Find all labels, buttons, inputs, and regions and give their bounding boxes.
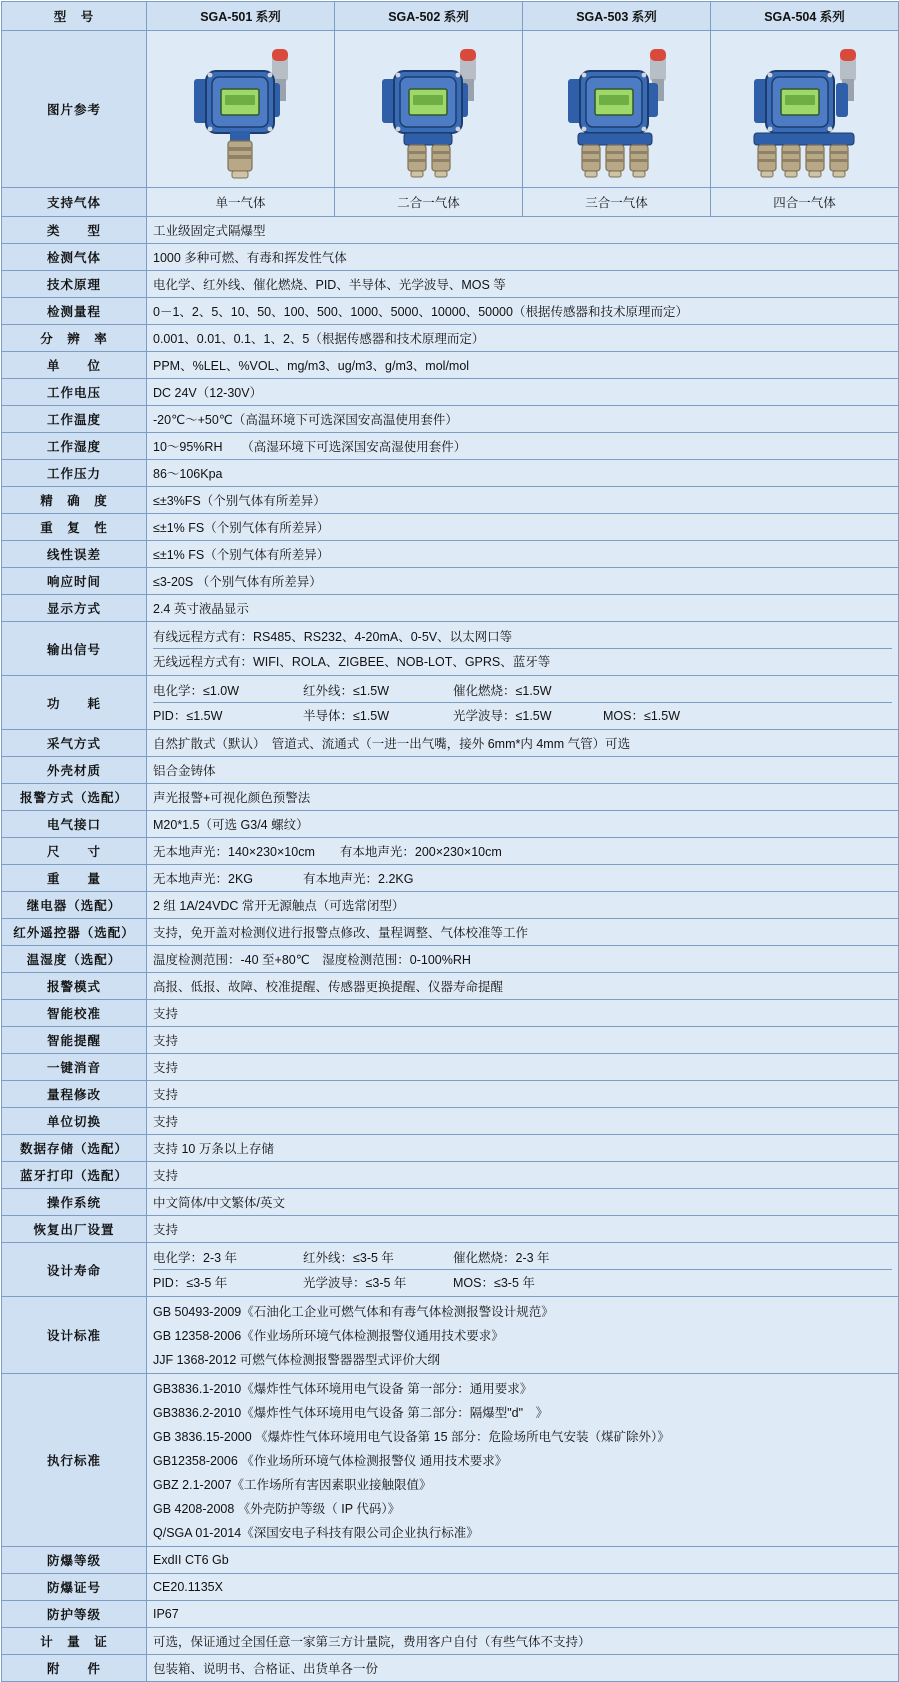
row-label-size: 尺 寸 [2,838,147,865]
spec-sheet [0,1,899,1676]
life-pid-value: ≤3-5 年 [186,1276,228,1290]
row-label-shell-material: 外壳材质 [2,757,147,784]
row-label-linearity: 线性误差 [2,541,147,568]
table-row-voltage [2,379,899,406]
table-row-response-time [2,568,899,595]
table-row-electrical-interface [2,811,899,838]
row-value-smart-calibration: 支持 [147,1000,899,1027]
table-row-shell-material [2,757,899,784]
table-row-tech-principle [2,271,899,298]
power-owg-value: ≤1.5W [515,709,552,723]
power-mos-label: MOS： [603,709,644,723]
row-label-alarm-type: 报警方式（选配） [2,784,147,811]
row-value-accessories: 包装箱、说明书、合格证、出货单各一份 [147,1655,899,1682]
power-cat-label: 催化燃烧： [453,684,516,698]
design-standard-item: GB 12358-2006《作业场所环境气体检测报警仪通用技术要求》 [153,1329,504,1343]
row-label-weight: 重 量 [2,865,147,892]
row-label-ir-remote: 红外遥控器（选配） [2,919,147,946]
power-owg-label: 光学波导： [453,709,516,723]
gas-501: 单一气体 [147,188,335,217]
row-label-relay: 继电器（选配） [2,892,147,919]
power-pid-value: ≤1.5W [186,709,223,723]
row-label-design-standard: 设计标准 [2,1297,147,1374]
row-label-power: 功 耗 [2,676,147,730]
device-image-503 [523,31,711,188]
gas-502: 二合一气体 [335,188,523,217]
power-ec-value: ≤1.0W [203,684,240,698]
row-label-range-modify: 量程修改 [2,1081,147,1108]
power-semi-value: ≤1.5W [353,709,390,723]
row-label-os: 操作系统 [2,1189,147,1216]
table-row-ex-cert [2,1574,899,1601]
table-row-work-humidity [2,433,899,460]
table-row-ir-remote [2,919,899,946]
table-row-accessories [2,1655,899,1682]
row-value-alarm-type: 声光报警+可视化颜色预警法 [147,784,899,811]
row-label-display: 显示方式 [2,595,147,622]
table-row-detect-gas [2,244,899,271]
row-value-ex-cert: CE20.1135X [147,1574,899,1601]
table-row-factory-reset [2,1216,899,1243]
row-value-temp-humidity: 温度检测范围：-40 至+80℃ 湿度检测范围：0-100%RH [147,946,899,973]
power-ir-value: ≤1.5W [353,684,390,698]
table-row-os [2,1189,899,1216]
row-value-ip-grade: IP67 [147,1601,899,1628]
table-row-ip-grade [2,1601,899,1628]
row-value-alarm-mode: 高报、低报、故障、校准提醒、传感器更换提醒、仪器寿命提醒 [147,973,899,1000]
row-value-linearity: ≤±1% FS（个别气体有所差异） [147,541,899,568]
row-label-range: 检测量程 [2,298,147,325]
model-502: SGA-502 系列 [335,2,523,31]
row-label-mute: 一键消音 [2,1054,147,1081]
row-value-ex-grade: ExdII CT6 Gb [147,1547,899,1574]
device-image-501 [147,31,335,188]
device-image-504 [711,31,899,188]
lifetime-line-1 [153,1245,892,1269]
table-row-alarm-type [2,784,899,811]
row-label-resolution: 分 辨 率 [2,325,147,352]
table-row-data-storage [2,1135,899,1162]
table-row-alarm-mode [2,973,899,1000]
gas-detector-illustration-2 [354,35,504,183]
table-row-relay [2,892,899,919]
table-row-accuracy [2,487,899,514]
power-ec-label: 电化学： [153,684,204,698]
row-label-response-time: 响应时间 [2,568,147,595]
row-value-shell-material: 铝合金铸体 [147,757,899,784]
row-value-tech-principle: 电化学、红外线、催化燃烧、PID、半导体、光学波导、MOS 等 [147,271,899,298]
life-ec-label: 电化学： [153,1251,204,1265]
row-label-work-humidity: 工作湿度 [2,433,147,460]
specification-table [1,1,899,1682]
table-row-unit-switch [2,1108,899,1135]
lifetime-line-2 [153,1269,892,1294]
row-value-detect-gas: 1000 多种可燃、有毒和挥发性气体 [147,244,899,271]
row-value-output-signal [147,622,899,676]
table-row-lifetime [2,1243,899,1297]
row-value-weight: 无本地声光：2KG 有本地声光：2.2KG [147,865,899,892]
row-value-data-storage: 支持 10 万条以上存储 [147,1135,899,1162]
table-row-mute [2,1054,899,1081]
row-value-size: 无本地声光：140×230×10cm 有本地声光：200×230×10cm [147,838,899,865]
row-label-electrical-interface: 电气接口 [2,811,147,838]
power-semi-label: 半导体： [303,709,354,723]
power-line-1 [153,678,892,702]
row-label-smart-reminder: 智能提醒 [2,1027,147,1054]
power-line-2 [153,702,892,727]
row-value-work-temp: -20℃～+50℃（高温环境下可选深国安高温使用套件） [147,406,899,433]
row-label-tech-principle: 技术原理 [2,271,147,298]
output-signal-wireless: 无线远程方式有：WIFI、ROLA、ZIGBEE、NOB-LOT、GPRS、蓝牙等 [153,648,892,673]
table-row-linearity [2,541,899,568]
table-row-range [2,298,899,325]
row-value-os: 中文简体/中文繁体/英文 [147,1189,899,1216]
row-label-voltage: 工作电压 [2,379,147,406]
table-row-smart-reminder [2,1027,899,1054]
power-pid-label: PID： [153,709,187,723]
life-mos-label: MOS： [453,1276,494,1290]
row-value-lifetime [147,1243,899,1297]
row-value-accuracy: ≤±3%FS（个别气体有所差异） [147,487,899,514]
row-value-factory-reset: 支持 [147,1216,899,1243]
life-ec-value: 2-3 年 [203,1251,238,1265]
life-pid-label: PID： [153,1276,187,1290]
row-label-alarm-mode: 报警模式 [2,973,147,1000]
row-value-work-pressure: 86～106Kpa [147,460,899,487]
gas-503: 三合一气体 [523,188,711,217]
table-row-type [2,217,899,244]
table-row-ex-grade [2,1547,899,1574]
life-ir-label: 红外线： [303,1251,354,1265]
exec-standard-item: GB3836.1-2010《爆炸性气体环境用电气设备 第一部分：通用要求》 [153,1382,533,1396]
table-row-model-header [2,2,899,31]
row-value-type: 工业级固定式隔爆型 [147,217,899,244]
row-value-design-standard [147,1297,899,1374]
row-label-smart-calibration: 智能校准 [2,1000,147,1027]
row-label-lifetime: 设计寿命 [2,1243,147,1297]
row-value-work-humidity: 10～95%RH （高湿环境下可选深国安高湿使用套件） [147,433,899,460]
row-value-exec-standard [147,1374,899,1547]
row-label-temp-humidity: 温湿度（选配） [2,946,147,973]
output-signal-wired: 有线远程方式有：RS485、RS232、4-20mA、0-5V、以太网口等 [153,630,513,644]
row-label-data-storage: 数据存储（选配） [2,1135,147,1162]
row-label-ex-grade: 防爆等级 [2,1547,147,1574]
row-label-work-temp: 工作温度 [2,406,147,433]
exec-standard-item: GBZ 2.1-2007《工作场所有害因素职业接触限值》 [153,1478,432,1492]
row-label-accuracy: 精 确 度 [2,487,147,514]
row-label-detect-gas: 检测气体 [2,244,147,271]
table-row-exec-standard [2,1374,899,1547]
life-owg-value: ≤3-5 年 [365,1276,407,1290]
table-row-repeatability [2,514,899,541]
row-label-type: 类 型 [2,217,147,244]
table-row-unit [2,352,899,379]
row-value-unit: PPM、%LEL、%VOL、mg/m3、ug/m3、g/m3、mol/mol [147,352,899,379]
life-ir-value: ≤3-5 年 [353,1251,394,1265]
table-row-sampling [2,730,899,757]
row-value-response-time: ≤3-20S （个别气体有所差异） [147,568,899,595]
gas-detector-illustration-4 [730,35,880,183]
row-value-resolution: 0.001、0.01、0.1、1、2、5（根据传感器和技术原理而定） [147,325,899,352]
exec-standard-item: GB 3836.15-2000 《爆炸性气体环境用电气设备第 15 部分：危险场所电气安装（煤矿除外）》 [153,1430,670,1444]
table-row-display [2,595,899,622]
row-label-sampling: 采气方式 [2,730,147,757]
row-value-relay: 2 组 1A/24VDC 常开无源触点（可选常闭型） [147,892,899,919]
life-mos-value: ≤3-5 年 [493,1276,535,1290]
row-label-supported-gas: 支持气体 [2,188,147,217]
row-value-unit-switch: 支持 [147,1108,899,1135]
table-row-supported-gas [2,188,899,217]
row-value-sampling: 自然扩散式（默认） 管道式、流通式（一进一出气嘴，接外 6mm*内 4mm 气管）可选 [147,730,899,757]
model-501: SGA-501 系列 [147,2,335,31]
row-label-unit: 单 位 [2,352,147,379]
row-value-smart-reminder: 支持 [147,1027,899,1054]
row-label-ex-cert: 防爆证号 [2,1574,147,1601]
table-row-work-pressure [2,460,899,487]
row-label-bluetooth-print: 蓝牙打印（选配） [2,1162,147,1189]
exec-standard-item: Q/SGA 01-2014《深国安电子科技有限公司企业执行标准》 [153,1526,479,1540]
row-value-ir-remote: 支持，免开盖对检测仪进行报警点修改、量程调整、气体校准等工作 [147,919,899,946]
row-label-exec-standard: 执行标准 [2,1374,147,1547]
table-row-temp-humidity [2,946,899,973]
gas-504: 四合一气体 [711,188,899,217]
life-cat-value: 2-3 年 [515,1251,550,1265]
table-row-images [2,31,899,188]
exec-standard-item: GB12358-2006 《作业场所环境气体检测报警仪 通用技术要求》 [153,1454,508,1468]
gas-detector-illustration-1 [166,35,316,183]
life-cat-label: 催化燃烧： [453,1251,516,1265]
row-label-repeatability: 重 复 性 [2,514,147,541]
row-label-model: 型 号 [2,2,147,31]
row-value-voltage: DC 24V（12-30V） [147,379,899,406]
row-label-ip-grade: 防护等级 [2,1601,147,1628]
table-row-size [2,838,899,865]
design-standard-item: JJF 1368-2012 可燃气体检测报警器器型式评价大纲 [153,1353,440,1367]
model-504: SGA-504 系列 [711,2,899,31]
model-503: SGA-503 系列 [523,2,711,31]
life-owg-label: 光学波导： [303,1276,366,1290]
row-value-power [147,676,899,730]
table-row-work-temp [2,406,899,433]
exec-standard-item: GB3836.2-2010《爆炸性气体环境用电气设备 第二部分：隔爆型"d" 》 [153,1406,549,1420]
table-row-smart-calibration [2,1000,899,1027]
row-value-range-modify: 支持 [147,1081,899,1108]
row-value-display: 2.4 英寸液晶显示 [147,595,899,622]
table-row-weight [2,865,899,892]
design-standard-item: GB 50493-2009《石油化工企业可燃气体和有毒气体检测报警设计规范》 [153,1305,554,1319]
table-row-power [2,676,899,730]
row-value-bluetooth-print: 支持 [147,1162,899,1189]
row-value-mute: 支持 [147,1054,899,1081]
row-value-range: 0－1、2、5、10、50、100、500、1000、5000、10000、50000（根据传感器和技术原理而定） [147,298,899,325]
gas-detector-illustration-3 [542,35,692,183]
table-row-range-modify [2,1081,899,1108]
exec-standard-item: GB 4208-2008 《外壳防护等级（ IP 代码）》 [153,1502,401,1516]
table-row-resolution [2,325,899,352]
table-row-bluetooth-print [2,1162,899,1189]
row-label-unit-switch: 单位切换 [2,1108,147,1135]
row-value-repeatability: ≤±1% FS（个别气体有所差异） [147,514,899,541]
table-row-output-signal [2,622,899,676]
row-label-image-reference: 图片参考 [2,31,147,188]
table-row-metering-cert [2,1628,899,1655]
row-value-metering-cert: 可选，保证通过全国任意一家第三方计量院，费用客户自付（有些气体不支持） [147,1628,899,1655]
row-value-electrical-interface: M20*1.5（可选 G3/4 螺纹） [147,811,899,838]
device-image-502 [335,31,523,188]
table-row-design-standard [2,1297,899,1374]
row-label-output-signal: 输出信号 [2,622,147,676]
power-ir-label: 红外线： [303,684,354,698]
row-label-work-pressure: 工作压力 [2,460,147,487]
row-label-metering-cert: 计 量 证 [2,1628,147,1655]
power-cat-value: ≤1.5W [515,684,552,698]
row-label-accessories: 附 件 [2,1655,147,1682]
power-mos-value: ≤1.5W [643,709,681,723]
row-label-factory-reset: 恢复出厂设置 [2,1216,147,1243]
